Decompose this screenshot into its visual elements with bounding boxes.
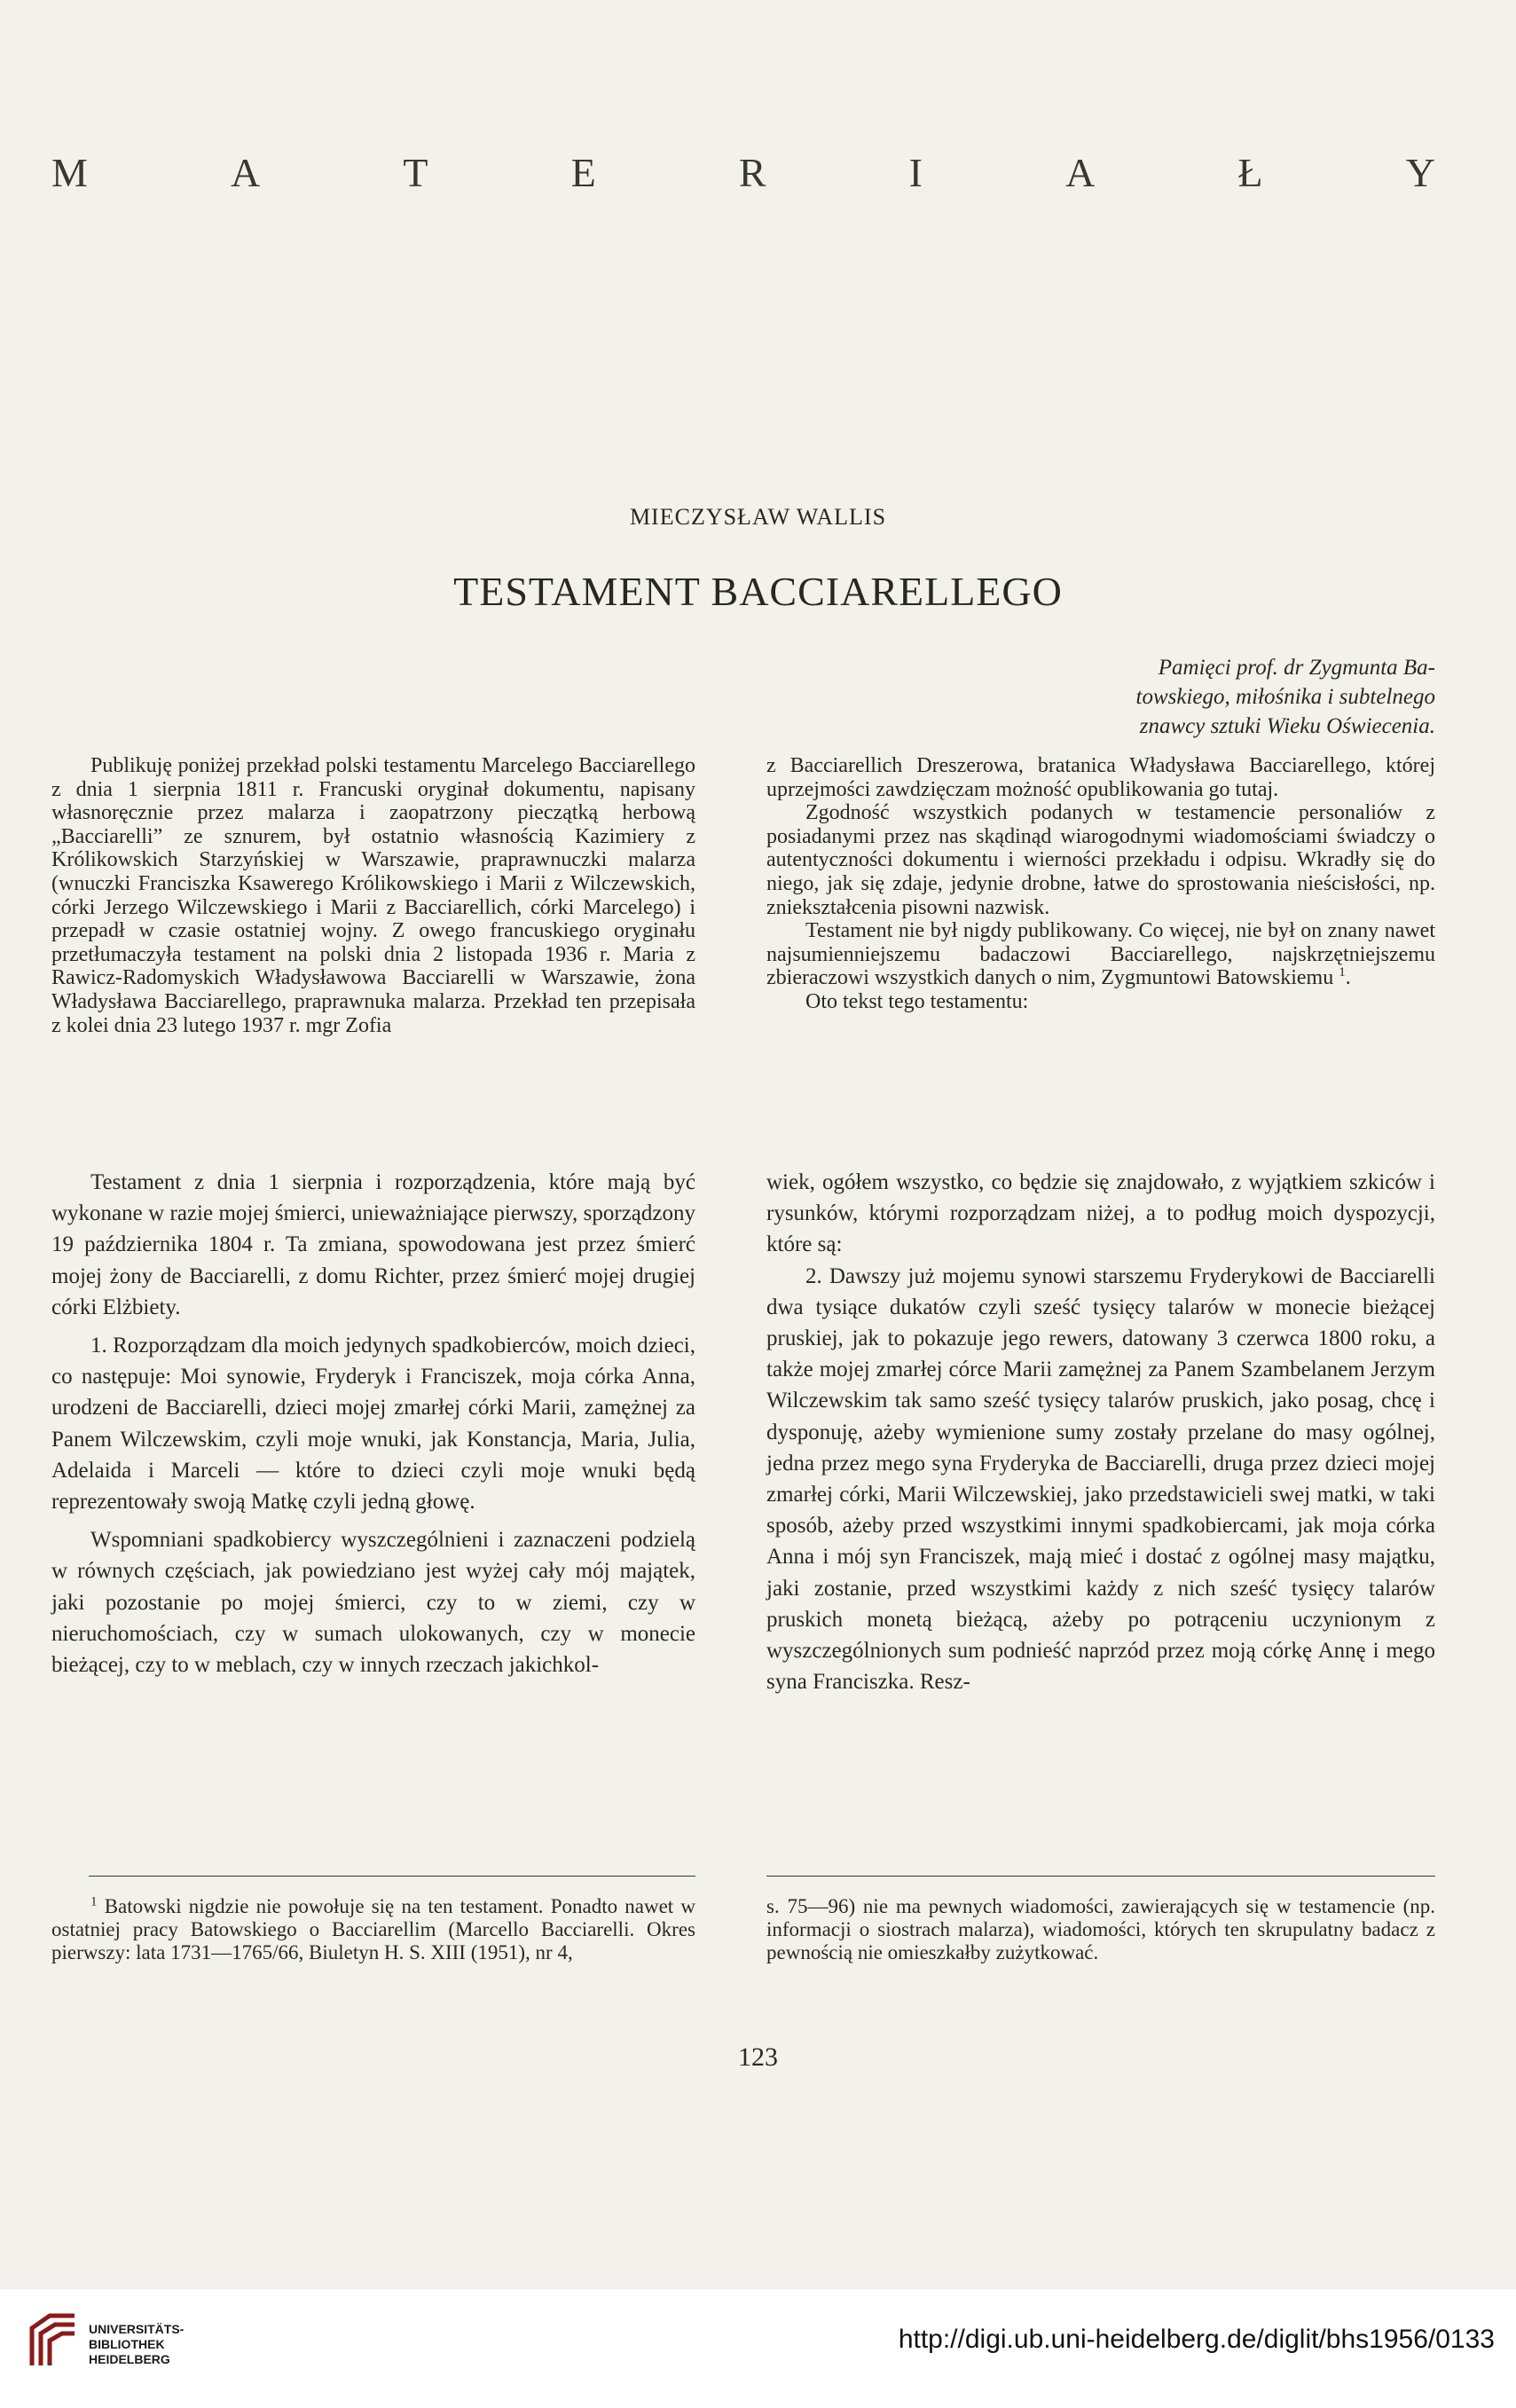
section-heading-materialy	[51, 149, 1435, 196]
footnote-left	[51, 1895, 695, 1964]
paragraph: Publikuję poniżej przekład polski testamentu Marcelego Bacciarellego z dnia 1 sierpnia 1811 r. Francuski oryginał dokumentu, napisany własnoręcznie przez malarza i zaopatrzony pieczątką herbową „Bacciarelli” ze sznurem, był ostatnio własnością Kazimiery z Królikowskich Starzyńskiej w Warszawie, praprawnuczki malarza (wnuczki Franciszka Ksawerego Królikowskiego i Marii z Wilczewskich, córki Jerzego Wilczewskiego i Marii z Bacciarellich, córki Marcelego) i przepadł w czasie ostatniej wojny. Z owego francuskiego oryginału przetłumaczyła testament na polski dnia 2 listopada 1936 r. Maria z Rawicz-Radomyskich Władysławowa Bacciarelli w Warszawie, żona Władysława Bacciarellego, praprawnuka malarza. Przekład ten przepisała z kolei dnia 23 lutego 1937 r. mgr Zofia	[51, 754, 695, 1037]
testament-column-left	[51, 1167, 695, 1680]
paragraph: 2. Dawszy już mojemu synowi starszemu Fryderykowi de Bacciarelli dwa tysiące dukatów czyli sześć tysięcy talarów w monecie bieżącej pruskiej, jak to pokazuje jego rewers, datowany 3 czerwca 1800 roku, a także mojej zmarłej córce Marii zamężnej za Panem Szambelanem Jerzym Wilczewskim tak samo sześć tysięcy talarów pruskich, jako posag, chcę i dysponuję, ażeby wymienione sumy zostały przelane do masy ogólnej, jedna przez mego syna Fryderyka de Bacciarelli, druga przez dzieci mojej zmarłej córki, Marii Wilczewskiej, jako przedstawicieli swej matki, w taki sposób, ażeby przed wszystkimi innymi spadkobiercami, jak moja córka Anna i mój syn Franciszek, mają mieć i dostać z ogólnej masy majątku, jaki zostanie, przed wszystkimi każdy z nich sześć tysięcy talarów pruskich monetą bieżącą, ażeby po potrąceniu uczynionym z wyszczególnionych sum podnieść naprzód przez moją córkę Annę i mego syna Franciszka. Resz-	[766, 1263, 1435, 1695]
footnote-right	[766, 1895, 1435, 1964]
section-letter: I	[908, 150, 923, 195]
source-url-link[interactable]: http://digi.ub.uni-heidelberg.de/diglit/bhs1956/0133	[898, 2325, 1495, 2354]
dedication-line: towskiego, miłośnika i subtelnego	[1135, 685, 1435, 709]
footnote-marker: 1	[1339, 965, 1346, 980]
dedication	[949, 653, 1435, 741]
footnote-divider	[89, 1876, 695, 1877]
library-name-line: BIBLIOTHEK	[89, 2337, 165, 2351]
paragraph: 1. Rozporządzam dla moich jedynych spadkobierców, moich dzieci, co następuje: Moi synowie, Fryderyk i Franciszek, moja córka Anna, urodzeni de Bacciarelli, dzieci mojej zmarłej córki Marii, zamężnej za Panem Wilczewskim, czyli moje wnuki, jak Konstancja, Maria, Julia, Adelaida i Marceli — które to dzieci czyli moje wnuki będą reprezentowały swoją Matkę czyli jedną głowę.	[51, 1334, 695, 1515]
dedication-line: Pamięci prof. dr Zygmunta Ba-	[1158, 656, 1435, 680]
section-letter: M	[51, 150, 88, 195]
footnote-text	[51, 1895, 695, 1964]
paragraph-text: Testament nie był nigdy publikowany. Co więcej, nie był on znany nawet najsumienniejszemu badaczowi Bacciarellego, najskrzętniejszemu zbieraczowi wszystkich danych o nim, Zygmuntowi Batowskiemu	[766, 919, 1435, 990]
library-name-line: UNIVERSITÄTS-	[89, 2322, 185, 2336]
paragraph: Testament z dnia 1 sierpnia i rozporządzenia, które mają być wykonane w razie mojej śmierci, unieważniające pierwszy, sporządzony 19 października 1804 r. Ta zmiana, spowodowana jest przez śmierć mojej żony de Bacciarelli, z domu Richter, przez śmierć mojej drugiej córki Elżbiety.	[51, 1170, 695, 1319]
paragraph: Testament nie był nigdy publikowany. Co więcej, nie był on znany nawet najsumienniejszemu badaczowi Bacciarellego, najskrzętniejszemu zbieraczowi wszystkich danych o nim, Zygmuntowi Batowskiemu $^1$.	[766, 919, 1435, 990]
footnote-body: Batowski nigdzie nie powołuje się na ten testament. Ponadto nawet w ostatniej pracy Batowskiego o Bacciarellim (Marcello Bacciarelli. Okres pierwszy: lata 1731—1765/66, Biuletyn H. S. XIII (1951), nr 4,	[51, 1895, 695, 1963]
section-letter: Ł	[1237, 150, 1263, 195]
paragraph: Zgodność wszystkich podanych w testamencie personaliów z posiadanymi przez nas skądinąd wiarogodnymi wiadomościami świadczy o autentyczności dokumentu i wierności przekładu i odpisu. Wkradły się do niego, jak się zdaje, jedynie drobne, łatwe do sprostowania nieścisłości, np. zniekształcenia pisowni nazwisk.	[766, 801, 1435, 919]
article-title: TESTAMENT BACCIARELLEGO	[453, 569, 1063, 614]
footnote-number: 1	[90, 1894, 98, 1909]
library-name-line: HEIDELBERG	[89, 2352, 170, 2366]
dedication-line: znawcy sztuki Wieku Oświecenia.	[1139, 714, 1435, 738]
author-name: MIECZYSŁAW WALLIS	[629, 504, 887, 530]
intro-column-right	[766, 754, 1435, 1014]
library-logo-icon	[23, 2310, 83, 2373]
page-number: 123	[738, 2042, 778, 2072]
section-letter: T	[403, 150, 428, 195]
footnote-divider	[766, 1876, 1435, 1877]
section-letter: A	[231, 150, 261, 195]
paragraph: z Bacciarellich Dreszerowa, bratanica Władysława Bacciarellego, której uprzejmości zawdzięczam możność opublikowania go tutaj.	[766, 754, 1435, 801]
footnote-text: s. 75—96) nie ma pewnych wiadomości, zawierających się w testamencie (np. informacji o siostrach malarza), wiadomości, których ten skrupulatny badacz z pewnością nie omieszkałby zużytkować.	[766, 1895, 1435, 1963]
library-name	[89, 2322, 184, 2367]
section-letter: Y	[1405, 150, 1435, 195]
section-letter: E	[570, 150, 596, 195]
section-letter: A	[1065, 150, 1096, 195]
testament-column-right	[766, 1167, 1435, 1697]
paragraph: Wspomniani spadkobiercy wyszczególnieni i zaznaczeni podzielą w równych częściach, jak powiedziano jest wyżej cały mój majątek, jaki pozostanie po mojej śmierci, czy to w ziemi, czy w nieruchomościach, czy w sumach ulokowanych, czy w monecie bieżącej, czy to w meblach, czy w innych rzeczach jakichkol-	[51, 1528, 695, 1678]
intro-column-left	[51, 754, 695, 1037]
section-letter: R	[738, 150, 766, 195]
paragraph: wiek, ogółem wszystko, co będzie się znajdowało, z wyjątkiem szkiców i rysunków, którymi rozporządzam niżej, a to podług moich dyspozycji, które są:	[766, 1170, 1435, 1257]
paragraph: Oto tekst tego testamentu:	[805, 989, 1029, 1013]
